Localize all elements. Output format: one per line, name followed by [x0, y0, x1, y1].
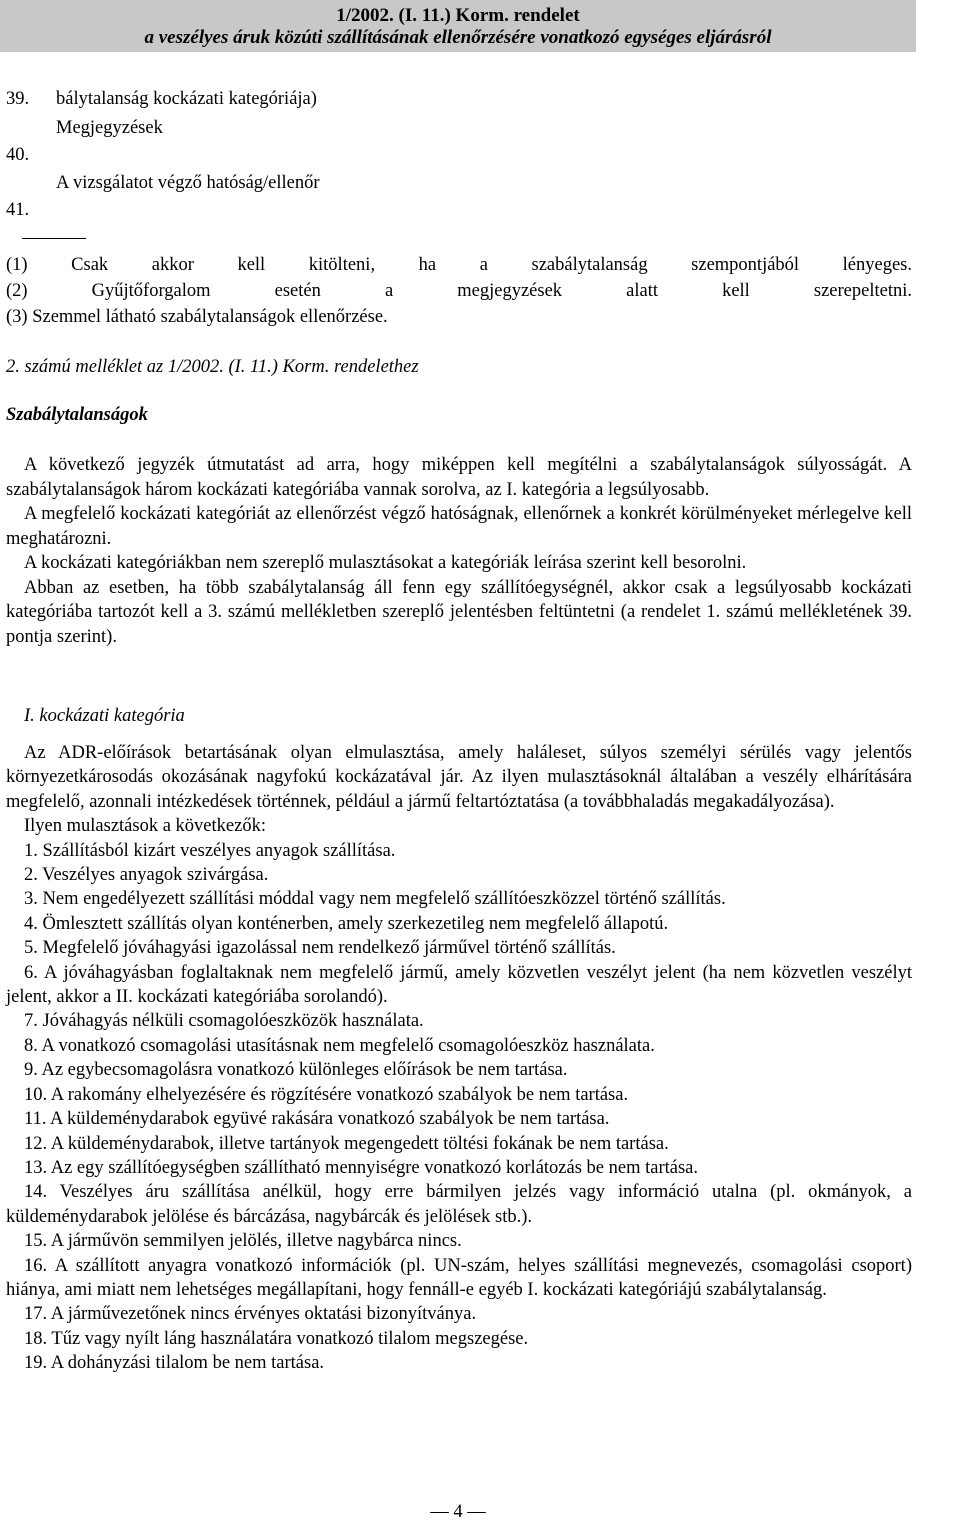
list-item: 7. Jóváhagyás nélküli csomagolóeszközök használata. [24, 1011, 424, 1032]
category-block [6, 741, 912, 1376]
item-41-label: A vizsgálatot végző hatóság/ellenőr [56, 173, 320, 193]
footnote-3: (3) Szemmel látható szabálytalanságok ellenőrzése. [6, 307, 388, 327]
list-item: 9. Az egybecsomagolásra vonatkozó különleges előírások be nem tartása. [24, 1060, 568, 1081]
page-header [0, 0, 916, 52]
intro-paragraph: A kockázati kategóriákban nem szereplő mulasztásokat a kategóriák leírása szerint kell besorolni. [24, 553, 747, 573]
intro-paragraph: A következő jegyzék útmutatást ad arra, hogy miképpen kell megítélni a szabálytalanságok súlyosságát. A szabálytalanságok három kockázati kategóriába vannak sorolva, az I. kategória a legsúlyosabb. [6, 455, 912, 500]
list-item: 18. Tűz vagy nyílt láng használatára vonatkozó tilalom megszegése. [24, 1328, 529, 1349]
list-item: 5. Megfelelő jóváhagyási igazolással nem rendelkező járművel történő szállítás. [24, 938, 616, 959]
item-41-number: 41. [6, 200, 30, 220]
header-title: 1/2002. (I. 11.) Korm. rendelet [336, 5, 580, 26]
footnote-1: (1) Csak akkor kell kitölteni, ha a szabálytalanság szempontjából lényeges. [6, 255, 912, 275]
item-39-text: bálytalanság kockázati kategóriája) [56, 89, 317, 109]
footnote-2: (2) Gyűjtőforgalom esetén a megjegyzések alatt kell szerepeltetni. [6, 281, 912, 301]
page-number: — 4 — [430, 1502, 486, 1522]
list-item: 15. A járművön semmilyen jelölés, illetve nagybárca nincs. [24, 1231, 462, 1252]
list-item: 2. Veszélyes anyagok szivárgása. [24, 865, 269, 886]
list-item: 4. Ömlesztett szállítás olyan konténerben, amely szerkezetileg nem megfelelő állapotú. [24, 913, 669, 934]
list-item: 10. A rakomány elhelyezésére és rögzítésére vonatkozó szabályok be nem tartása. [24, 1084, 629, 1105]
item-39-number: 39. [6, 89, 30, 109]
list-item: 6. A jóváhagyásban foglaltaknak nem megfelelő jármű, amely közvetlen veszélyt jelent (ha nem közvetlen veszélyt jelent, akkor a II. kockázati kategóriába sorolandó). [6, 962, 912, 1008]
annex-title: 2. számú melléklet az 1/2002. (I. 11.) Korm. rendelethez [6, 357, 419, 377]
list-item: 8. A vonatkozó csomagolási utasításnak nem megfelelő csomagolóeszköz használata. [24, 1035, 655, 1056]
list-item: 1. Szállításból kizárt veszélyes anyagok szállítása. [24, 840, 396, 861]
section-title: Szabálytalanságok [6, 405, 148, 425]
header-subtitle: a veszélyes áruk közúti szállításának ellenőrzésére vonatkozó egységes eljárásról [144, 27, 772, 48]
list-item: 17. A járművezetőnek nincs érvényes oktatási bizonyítványa. [24, 1304, 477, 1325]
intro-block [6, 453, 912, 649]
list-intro: Ilyen mulasztások a következők: [24, 816, 266, 837]
category-description: Az ADR-előírások betartásának olyan elmulasztása, amely haláleset, súlyos személyi sérülés vagy jelentős környezetkárosodás okozásának nagyfokú kockázatával jár. Az ilyen mulasztásoknál általában a veszély elhárítására megfelelő, azonnali intézkedések történnek, például a jármű feltartóztatása (a továbbhaladás megakadályozása). [6, 743, 912, 812]
list-item: 19. A dohányzási tilalom be nem tartása. [24, 1353, 325, 1374]
intro-paragraph: Abban az esetben, ha több szabálytalanság áll fenn egy szállítóegységnél, akkor csak a legsúlyosabb kockázati kategóriába tartozót kell a 3. számú mellékletben szereplő jelentésben feltüntetni (a rendelet 1. számú mellékletének 39. pontja szerint). [6, 577, 912, 647]
list-item: 16. A szállított anyagra vonatkozó információk (pl. UN-szám, helyes szállítási megnevezés, csomagolási csoport) hiánya, ami miatt nem lehetséges megállapítani, hogy fennáll-e egyéb I. kockázati kategóriájú szabálytalanság. [6, 1255, 912, 1300]
list-item: 14. Veszélyes áru szállítása anélkül, hogy erre bármilyen jelzés vagy információ utalna (pl. okmányok, a küldeménydarabok jelölése és bárcázása, nagybárcák és jelölések stb.). [6, 1182, 912, 1227]
list-item: 3. Nem engedélyezett szállítási móddal vagy nem megfelelő szállítóeszközzel történő szállítás. [24, 889, 726, 910]
list-item: 12. A küldeménydarabok, illetve tartányok megengedett töltési fokának be nem tartása. [24, 1133, 669, 1154]
item-40-number: 40. [6, 145, 30, 165]
footnote-divider [22, 238, 86, 239]
item-40-label: Megjegyzések [56, 118, 163, 138]
list-item: 11. A küldeménydarabok együvé rakására vonatkozó szabályok be nem tartása. [24, 1109, 610, 1130]
intro-paragraph: A megfelelő kockázati kategóriát az ellenőrzést végző hatóságnak, ellenőrnek a konkrét körülményeket mérlegelve kell meghatározni. [6, 504, 912, 549]
category-title: I. kockázati kategória [24, 706, 185, 726]
list-item: 13. Az egy szállítóegységben szállítható mennyiségre vonatkozó korlátozás be nem tartása. [24, 1157, 699, 1178]
